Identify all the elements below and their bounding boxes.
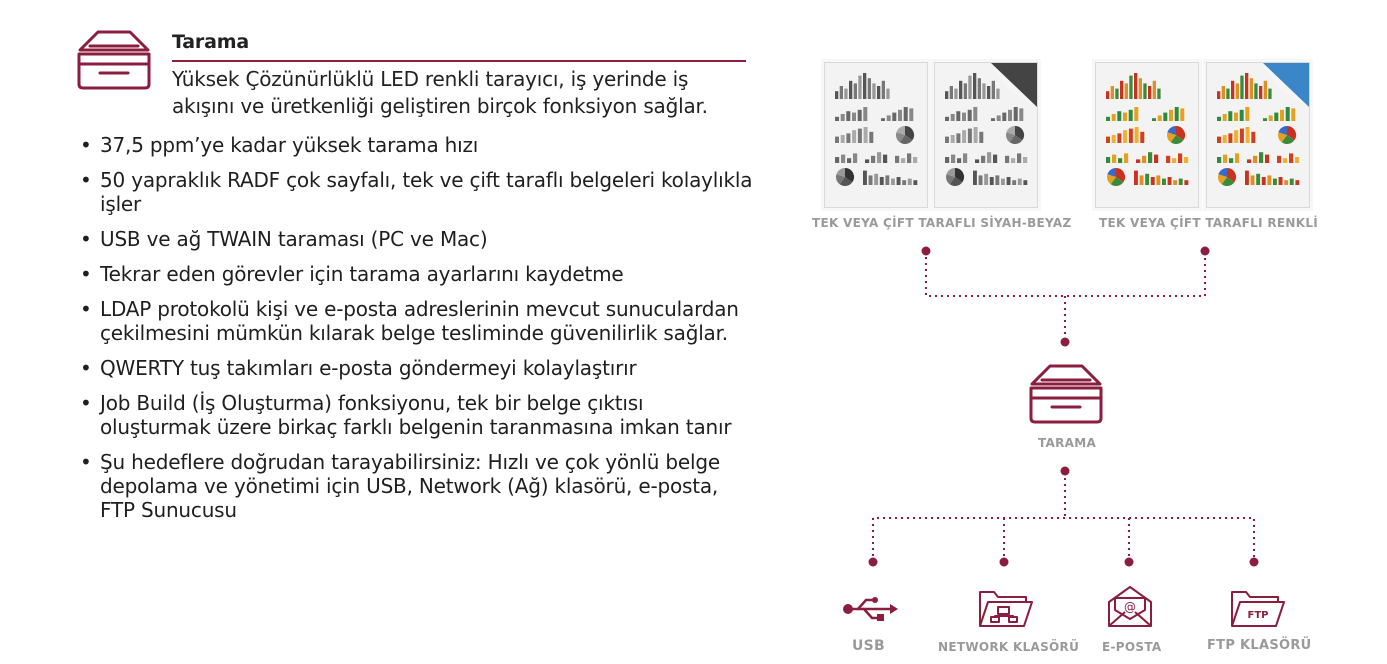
title-divider [172,60,746,62]
feature-list [78,133,758,533]
bullet-dot: • [80,168,92,192]
network-folder-label: NETWORK KLASÖRÜ [938,640,1080,654]
email-at-symbol: @ [1124,600,1136,614]
bullet-dot: • [80,356,92,380]
email-label: E-POSTA [1102,640,1162,654]
scan-workflow-diagram [800,40,1320,664]
bullet-dot: • [80,391,92,415]
usb-label: USB [852,638,886,654]
scanner-icon [76,28,152,92]
ftp-text: FTP [1247,610,1269,621]
list-item: • 50 yapraklık RADF çok sayfalı, tek ve çift taraflı belgeleri kolaylıkla işler [80,168,753,216]
usb-icon [840,596,902,622]
mono-document-front [824,62,928,208]
list-item: • Tekrar eden görevler için tarama ayarlarını kaydetme [80,262,624,286]
bullet-dot: • [80,133,92,157]
color-document-back [1206,62,1310,208]
scan-label: TARAMA [1038,436,1097,450]
scanner-icon [1028,362,1104,426]
bullet-dot: • [80,227,92,251]
email-icon [1105,584,1155,630]
ftp-folder-label: FTP KLASÖRÜ [1207,638,1312,653]
list-item: • Şu hedeflere doğrudan tarayabilirsiniz: Hızlı ve çok yönlü belge depolama ve yönetimi için USB, Network (Ağ) klasörü, e-posta, FTP Sunucusu [80,450,720,522]
bullet-dot: • [80,297,92,321]
section-intro: Yüksek Çözünürlüklü LED renkli tarayıcı, iş yerinde iş akışını ve üretkenliği geliştiren birçok fonksiyon sağlar. [172,67,708,118]
ftp-folder-icon [1228,584,1286,632]
bullet-dot: • [80,262,92,286]
list-item: • USB ve ağ TWAIN taraması (PC ve Mac) [80,227,488,251]
list-item: • LDAP protokolü kişi ve e-posta adreslerinin mevcut sunuculardan çekilmesini mümkün kılarak belge tesliminde güvenilirlik sağlar. [80,297,739,345]
mono-caption: TEK VEYA ÇİFT TARAFLI SİYAH-BEYAZ [812,216,1072,230]
mono-document-back [934,62,1038,208]
bullet-dot: • [80,450,92,474]
list-item: • Job Build (İş Oluşturma) fonksiyonu, tek bir belge çıktısı oluşturmak üzere birkaç farklı belgenin taranmasına imkan tanır [80,391,732,439]
color-document-front [1095,62,1199,208]
list-item: • QWERTY tuş takımları e-posta göndermeyi kolaylaştırır [80,356,637,380]
color-caption: TEK VEYA ÇİFT TARAFLI RENKLİ [1099,216,1319,230]
list-item: • 37,5 ppm’ye kadar yüksek tarama hızı [80,133,479,157]
network-folder-icon [976,584,1034,632]
section-title: Tarama [172,31,249,53]
